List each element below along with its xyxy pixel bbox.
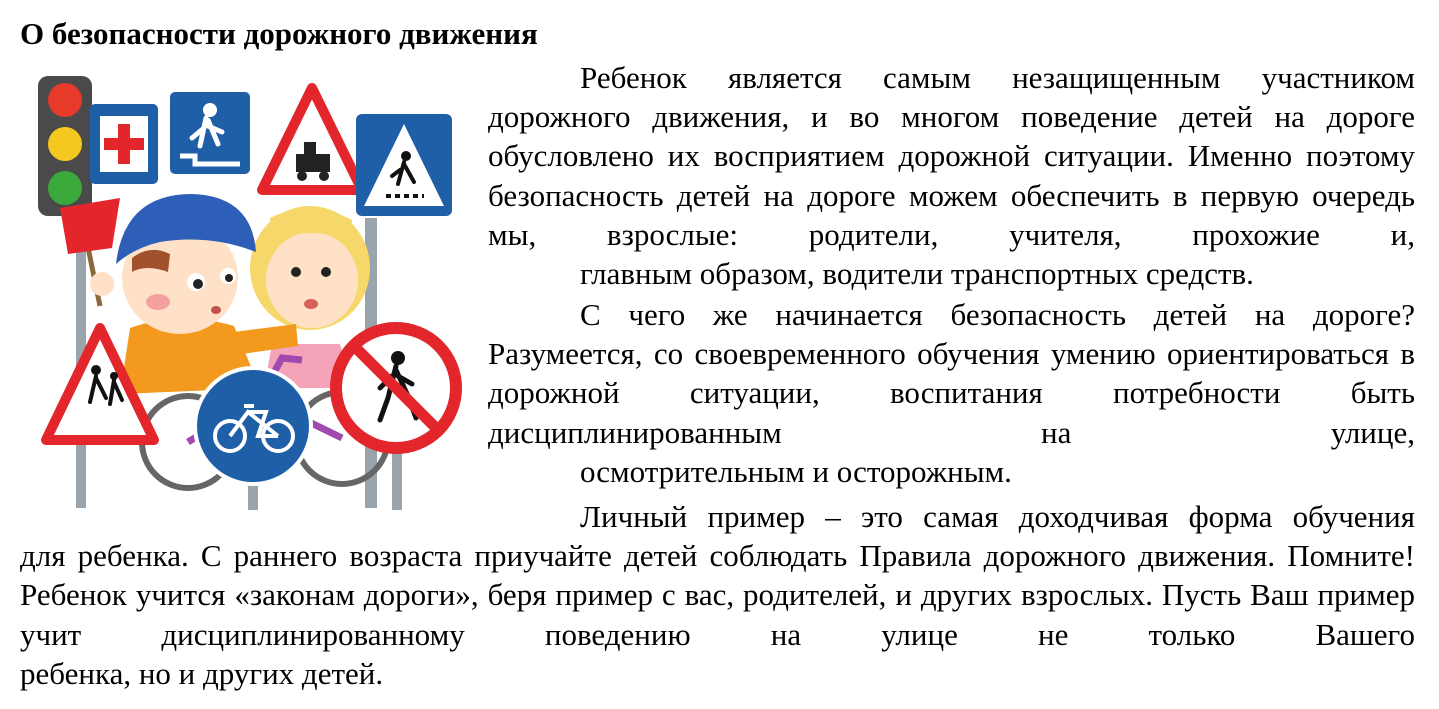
paragraph-3-text: для ребенка. С раннего возраста приучайте детей соблюдать Правила дорожного движения. Помните! Ребенок учится «законам дороги», беря пример с вас, родителей, и других взрослых. Пусть Ваш пример учит дисциплинированному поведению на улице не только Вашего (20, 538, 1415, 652)
road-safety-illustration-svg (20, 58, 470, 510)
paragraph-2 (488, 295, 1415, 491)
railway-crossing-sign-icon (262, 88, 362, 190)
document-title: О безопасности дорожного движения (20, 16, 538, 51)
paragraph-1-last-line: главным образом, водители транспортных средств. (580, 256, 1254, 292)
no-pedestrians-sign-icon (336, 328, 456, 448)
paragraph-2-text: С чего же начинается безопасность детей на дороге? Разумеется, со своевременного обучения умению ориентироваться в дорожной ситуации, воспитания потребности быть дисциплинированным на улице, (488, 297, 1415, 450)
road-safety-illustration (20, 58, 470, 510)
paragraph-1 (488, 58, 1415, 293)
bicycle-path-sign-icon (195, 368, 311, 484)
pedestrian-crossing-sign-icon (356, 114, 452, 216)
pedestrian-underpass-sign-icon (170, 92, 250, 174)
traffic-light-icon (38, 76, 92, 216)
paragraph-2-last-line: осмотрительным и осторожным. (580, 453, 1012, 489)
first-aid-sign-icon (90, 104, 158, 184)
paragraph-1-text: Ребенок является самым незащищенным участником дорожного движения, и во многом поведение детей на дороге обусловлено их восприятием дорожной ситуации. Именно поэтому безопасность детей на дороге можем обеспечить в первую очередь мы, взрослые: родители, учителя, прохожие и, (488, 60, 1415, 252)
paragraph-3-last-line: ребенка, но и других детей. (20, 655, 384, 691)
paragraph-3-first-line: Личный пример – это самая доходчивая форма обучения (580, 499, 1415, 534)
paragraph-3 (20, 497, 1415, 693)
